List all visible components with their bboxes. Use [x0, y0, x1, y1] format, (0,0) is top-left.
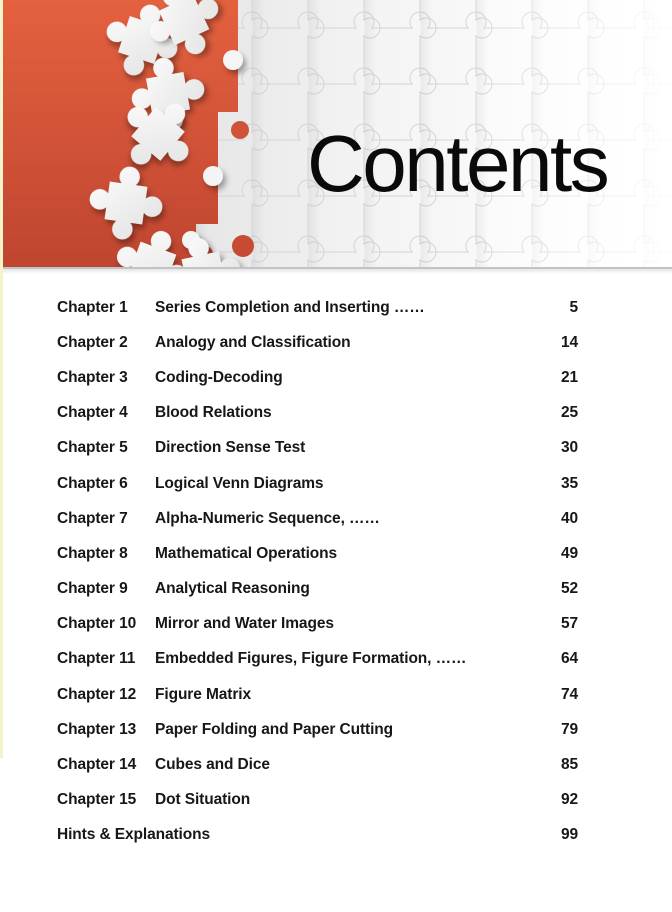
- chapter-label: Chapter 1: [57, 298, 128, 316]
- chapter-label: Chapter 14: [57, 756, 137, 774]
- chapter-title: Direction Sense Test: [155, 439, 306, 457]
- chapter-title: Alpha-Numeric Sequence, ……: [155, 509, 380, 527]
- chapter-label: Chapter 4: [57, 404, 128, 422]
- chapter-label: Chapter 15: [57, 791, 137, 809]
- toc-row: [57, 572, 578, 607]
- chapter-page-number: 35: [560, 474, 578, 492]
- toc-row: [57, 783, 578, 818]
- chapter-title: Cubes and Dice: [155, 756, 270, 774]
- chapter-page-number: 57: [560, 615, 578, 633]
- chapter-title: Series Completion and Inserting ……: [155, 298, 425, 316]
- chapter-title: Figure Matrix: [155, 685, 252, 703]
- chapter-label: Chapter 11: [57, 650, 136, 668]
- toc-row: [57, 747, 578, 782]
- chapter-title: Analogy and Classification: [155, 333, 351, 351]
- chapter-title: Paper Folding and Paper Cutting: [155, 720, 394, 738]
- chapter-page-number: 79: [560, 720, 578, 738]
- toc-row: [57, 536, 578, 571]
- toc-row-hints: [57, 818, 578, 853]
- chapter-page-number: 25: [560, 404, 578, 422]
- chapter-page-number: 14: [560, 333, 578, 351]
- chapter-label: Chapter 3: [57, 368, 128, 386]
- table-of-contents: [57, 290, 578, 853]
- toc-row: [57, 396, 578, 431]
- chapter-title: Logical Venn Diagrams: [155, 474, 324, 492]
- chapter-label: Chapter 13: [57, 720, 137, 738]
- chapter-title: Analytical Reasoning: [155, 580, 310, 598]
- red-knob: [231, 121, 249, 139]
- chapter-label: Chapter 8: [57, 544, 128, 562]
- toc-row: [57, 360, 578, 395]
- chapter-title: Embedded Figures, Figure Formation, ……: [155, 650, 467, 668]
- chapter-page-number: 64: [560, 650, 578, 668]
- scan-edge-strip: [0, 0, 3, 758]
- chapter-page-number: 21: [560, 368, 578, 386]
- chapter-label: Chapter 9: [57, 580, 128, 598]
- puzzle-tab: [223, 50, 243, 70]
- chapter-page-number: 74: [560, 685, 578, 703]
- chapter-title: Mathematical Operations: [155, 544, 338, 562]
- toc-row: [57, 677, 578, 712]
- chapter-label: Chapter 10: [57, 615, 137, 633]
- chapter-label: Chapter 5: [57, 439, 128, 457]
- chapter-title: Coding-Decoding: [155, 368, 283, 386]
- hints-label: Hints & Explanations: [57, 826, 211, 844]
- chapter-page-number: 40: [560, 509, 578, 527]
- toc-row: [57, 501, 578, 536]
- chapter-page-number: 85: [560, 756, 578, 774]
- chapter-page-number: 30: [560, 439, 578, 457]
- hints-page-number: 99: [560, 826, 578, 844]
- red-knob: [232, 235, 254, 257]
- page-title: Contents: [307, 119, 608, 208]
- toc-row: [57, 642, 578, 677]
- toc-row: [57, 431, 578, 466]
- toc-row: [57, 607, 578, 642]
- chapter-page-number: 5: [569, 298, 578, 316]
- chapter-page-number: 92: [560, 791, 578, 809]
- puzzle-tab: [203, 166, 223, 186]
- toc-row: [57, 466, 578, 501]
- toc-row: [57, 290, 578, 325]
- header-divider: [0, 267, 672, 274]
- chapter-title: Mirror and Water Images: [155, 615, 334, 633]
- chapter-page-number: 52: [560, 580, 578, 598]
- chapter-title: Dot Situation: [155, 791, 251, 809]
- chapter-title: Blood Relations: [155, 404, 272, 422]
- chapter-page-number: 49: [560, 544, 578, 562]
- toc-row: [57, 325, 578, 360]
- chapter-label: Chapter 6: [57, 474, 128, 492]
- chapter-label: Chapter 12: [57, 685, 137, 703]
- toc-row: [57, 712, 578, 747]
- chapter-label: Chapter 7: [57, 509, 128, 527]
- chapter-label: Chapter 2: [57, 333, 128, 351]
